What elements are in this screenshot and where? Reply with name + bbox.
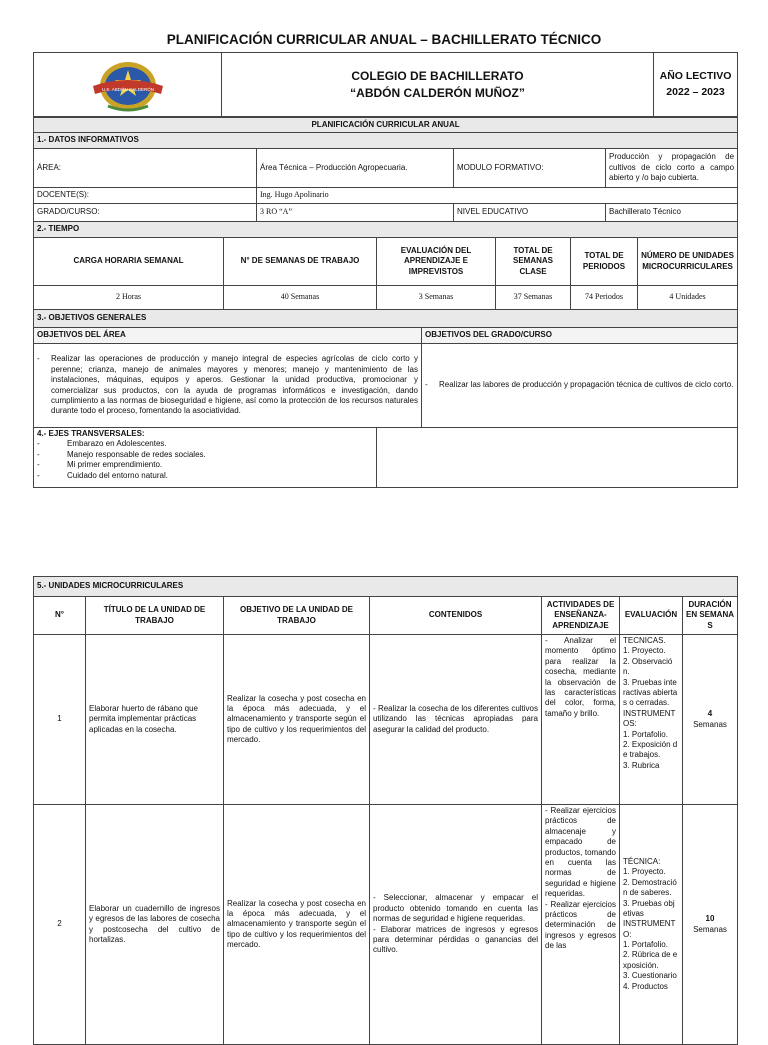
grado-label: GRADO/CURSO: — [34, 204, 257, 222]
unidad-n: 2 — [34, 805, 86, 1045]
evaluacion-line: 2. Observación. — [623, 656, 673, 677]
evaluacion-line: 2. Rúbrica de exposición. — [623, 950, 678, 970]
school-name-cell — [222, 53, 654, 117]
evaluacion-line: 3. Rubrica — [623, 760, 660, 770]
tiempo-value-carga: 2 Horas — [34, 286, 224, 310]
unidades-header-actividades: ACTIVIDADES DE ENSEÑANZA-APRENDIZAJE — [542, 597, 620, 635]
evaluacion-line: INSTRUMENTO: — [623, 919, 676, 939]
objetivo-area-text: - Realizar las operaciones de producción y manejo integral de especies agrícolas de ciclo corto y perenne; crianza, manejo de animales mayores y menores; manejo y mantenimiento de las instalaciones, máquinas, equipos y aperos. Gestionar la unidad productiva, promocionar y comercializar sus productos, con la ayuda de programas informáticos e investigación, dando cumplimiento a las normas de bioseguridad e higiene, así como la protección de los recursos naturales durante todo el proceso, fomentando la asociatividad. — [37, 354, 418, 416]
unidades-header-evaluacion: EVALUACIÓN — [620, 597, 683, 635]
eje-item: - Cuidado del entorno natural. — [37, 471, 373, 481]
unidad-n: 1 — [34, 635, 86, 805]
area-label: ÁREA: — [34, 149, 257, 188]
modulo-value: Producción y propagación de cultivos de ciclo corto a campo abierto y /o bajo cubierta. — [606, 149, 738, 188]
section1-title: 1.- DATOS INFORMATIVOS — [34, 133, 738, 149]
tiempo-value-periodos: 74 Periodos — [571, 286, 638, 310]
unidad-contenidos — [370, 805, 542, 1045]
duracion-unit: Semanas — [693, 924, 727, 934]
logo-cell — [34, 53, 222, 117]
unidad-contenidos — [370, 635, 542, 805]
grado-value: 3 RO “A” — [257, 204, 454, 222]
objetivos-grado-header: OBJETIVOS DEL GRADO/CURSO — [422, 328, 738, 344]
eje-item: - Mi primer emprendimiento. — [37, 460, 373, 470]
tiempo-value-unidades: 4 Unidades — [638, 286, 738, 310]
unidades-header-titulo: TÍTULO DE LA UNIDAD DE TRABAJO — [86, 597, 224, 635]
contenido-item: - Elaborar matrices de ingresos y egresos para determinar pérdidas o ganancias del cultivo. — [373, 924, 538, 955]
unidad-evaluacion — [620, 805, 683, 1045]
evaluacion-line: 3. Cuestionario — [623, 971, 677, 981]
duracion-value: 4 — [707, 709, 713, 719]
page-title: PLANIFICACIÓN CURRICULAR ANUAL – BACHILLERATO TÉCNICO — [166, 32, 602, 47]
unidad-objetivo: Realizar la cosecha y post cosecha en la época más adecuada, y el almacenamiento y transporte según el tipo de cultivo y los requerimientos del mercado. — [224, 635, 370, 805]
area-value: Área Técnica – Producción Agropecuaria. — [257, 149, 454, 188]
year-label: AÑO LECTIVO — [659, 69, 732, 82]
tiempo-header-unidades: NÚMERO DE UNIDADES MICROCURRICULARES — [638, 238, 738, 286]
objetivos-grado-cell — [422, 344, 738, 428]
tiempo-value-evaluacion: 3 Semanas — [377, 286, 496, 310]
nivel-value: Bachillerato Técnico — [606, 204, 738, 222]
evaluacion-line: 2. Demostración de saberes. — [623, 877, 677, 898]
eje-item: - Manejo responsable de redes sociales. — [37, 450, 373, 460]
objetivos-area-header: OBJETIVOS DEL ÁREA — [34, 328, 422, 344]
school-name-line2: “ABDÓN CALDERÓN MUÑOZ” — [350, 85, 525, 100]
year-value: 2022 – 2023 — [666, 85, 725, 98]
actividad-item: - Realizar ejercicios prácticos de almacenaje y empacado de productos, tomando en cuenta las normas de seguridad e higiene requeridas. — [545, 806, 616, 899]
evaluacion-line: 3. Pruebas interactivas abiertas o cerradas. — [623, 677, 678, 708]
evaluacion-line: 3. Pruebas objetivas — [623, 898, 675, 918]
unidad-duracion — [683, 635, 738, 805]
ejes-empty-cell — [377, 428, 738, 488]
unidades-header-n: N° — [34, 597, 86, 635]
tiempo-header-carga: CARGA HORARIA SEMANAL — [34, 238, 224, 286]
tiempo-header-evaluacion: EVALUACIÓN DEL APRENDIZAJE E IMPREVISTOS — [377, 238, 496, 286]
duracion-value: 10 — [705, 914, 715, 924]
duracion-unit: Semanas — [693, 719, 727, 729]
datos-table — [33, 117, 738, 488]
evaluacion-line: TECNICAS. — [623, 636, 666, 645]
unidades-header-contenidos: CONTENIDOS — [370, 597, 542, 635]
tiempo-header-total-semanas: TOTAL DE SEMANAS CLASE — [496, 238, 571, 286]
section5-title: 5.- UNIDADES MICROCURRICULARES — [34, 577, 738, 597]
section3-title: 3.- OBJETIVOS GENERALES — [34, 310, 738, 328]
table-row — [34, 635, 738, 805]
objetivos-area-cell — [34, 344, 422, 428]
tiempo-header-semanas: N° DE SEMANAS DE TRABAJO — [224, 238, 377, 286]
actividad-item: - Realizar ejercicios prácticos de determinación de ingresos y egresos de las — [545, 899, 616, 951]
svg-text:U.E. ABDÓN CALDERÓN: U.E. ABDÓN CALDERÓN — [101, 86, 154, 92]
table-row — [34, 805, 738, 1045]
objetivo-grado-text: - Realizar las labores de producción y propagación técnica de cultivos de ciclo corto. — [425, 380, 734, 390]
evaluacion-line: 4. Productos — [623, 981, 668, 991]
unidades-header-objetivo: OBJETIVO DE LA UNIDAD DE TRABAJO — [224, 597, 370, 635]
docente-value: Ing. Hugo Apolinario — [257, 188, 738, 204]
tiempo-value-total-semanas: 37 Semanas — [496, 286, 571, 310]
contenido-item: - Seleccionar, almacenar y empacar el producto obtenido tomando en cuenta las normas de seguridad e higiene requeridas. — [373, 893, 538, 924]
unidad-objetivo: Realizar la cosecha y post cosecha en la época más adecuada, y el almacenamiento y transporte según el tipo de cultivo y los requerimientos del mercado. — [224, 805, 370, 1045]
modulo-label: MODULO FORMATIVO: — [454, 149, 606, 188]
ejes-cell — [34, 428, 377, 488]
nivel-label: NIVEL EDUCATIVO — [454, 204, 606, 222]
evaluacion-line: 1. Portafolio. — [623, 729, 668, 739]
evaluacion-line: 1. Proyecto. — [623, 646, 666, 656]
unidad-titulo: Elaborar huerto de rábano que permita implementar prácticas aplicadas en la cosecha. — [86, 635, 224, 805]
eje-item: - Embarazo en Adolescentes. — [37, 439, 373, 449]
school-logo — [73, 56, 183, 114]
section2-title: 2.- TIEMPO — [34, 222, 738, 238]
unidad-actividades — [542, 635, 620, 805]
evaluacion-line: 2. Exposición de trabajos. — [623, 739, 678, 760]
unidades-header-duracion: DURACIÓN EN SEMANAS — [683, 597, 738, 635]
contenido-item: - Realizar la cosecha de los diferentes cultivos utilizando las técnicas apropiadas para asegurar la calidad del producto. — [373, 703, 538, 734]
tiempo-header-periodos: TOTAL DE PERIODOS — [571, 238, 638, 286]
evaluacion-line: TÉCNICA: — [623, 856, 661, 866]
evaluacion-line: INSTRUMENTOS: — [623, 708, 676, 729]
plan-title: PLANIFICACIÓN CURRICULAR ANUAL — [34, 118, 738, 133]
unidad-actividades — [542, 805, 620, 1045]
unidad-duracion — [683, 805, 738, 1045]
header-table — [33, 52, 738, 117]
section4-title: 4.- EJES TRANSVERSALES: — [37, 429, 145, 438]
year-cell — [654, 53, 738, 117]
evaluacion-line: 1. Proyecto. — [623, 867, 666, 877]
docente-label: DOCENTE(S): — [34, 188, 257, 204]
unidad-titulo: Elaborar un cuadernillo de ingresos y egresos de las labores de cosecha y postcosecha del cultivo de hortalizas. — [86, 805, 224, 1045]
school-name-line1: COLEGIO DE BACHILLERATO — [351, 69, 524, 84]
unidad-evaluacion — [620, 635, 683, 805]
tiempo-value-semanas: 40 Semanas — [224, 286, 377, 310]
actividad-item: - Analizar el momento óptimo para realizar la cosecha, mediante la observación de las características del color, forma, tamaño y brillo. — [545, 636, 616, 718]
unidades-table — [33, 576, 738, 1045]
evaluacion-line: 1. Portafolio. — [623, 940, 668, 950]
